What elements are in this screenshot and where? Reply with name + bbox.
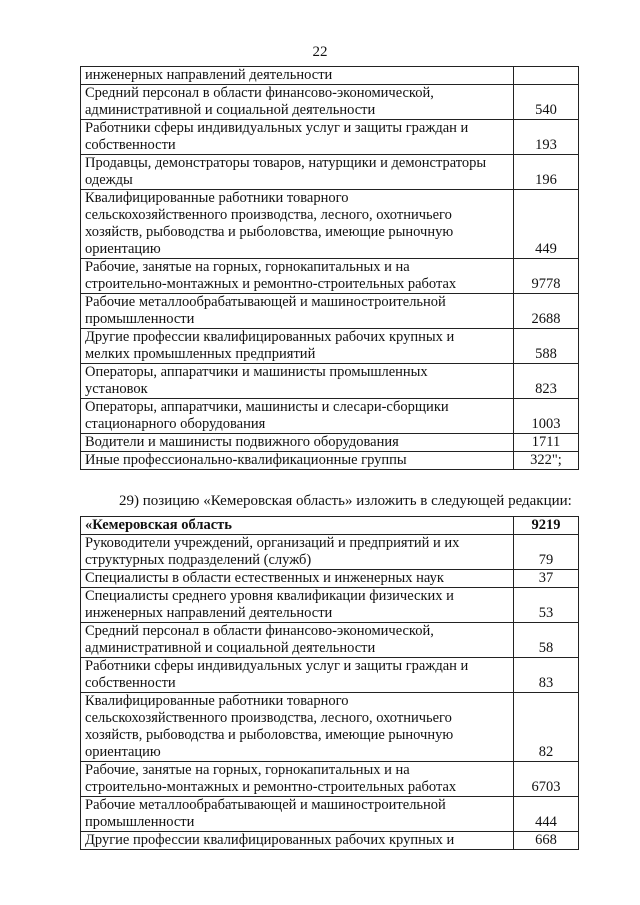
row-label: Руководители учреждений, организаций и предприятий и их структурных подразделений (служб) [81, 535, 514, 570]
row-label: Рабочие, занятые на горных, горнокапитальных и на строительно-монтажных и ремонтно-строительных работах [81, 259, 514, 294]
table-row [81, 832, 579, 850]
row-value: 37 [514, 570, 579, 588]
table-kemerovo [80, 516, 579, 850]
row-value [514, 67, 579, 85]
row-value: 6703 [514, 762, 579, 797]
table-row [81, 623, 579, 658]
row-label: Другие профессии квалифицированных рабочих крупных и [81, 832, 514, 850]
table-row [81, 570, 579, 588]
table-row [81, 120, 579, 155]
row-label: Средний персонал в области финансово-экономической, административной и социальной деятельности [81, 85, 514, 120]
row-value: 196 [514, 155, 579, 190]
row-label: Работники сферы индивидуальных услуг и защиты граждан и собственности [81, 658, 514, 693]
row-label: Другие профессии квалифицированных рабочих крупных и мелких промышленных предприятий [81, 329, 514, 364]
table-row [81, 762, 579, 797]
page-number: 22 [312, 44, 328, 60]
table-row [81, 693, 579, 762]
amendment-instruction: 29) позицию «Кемеровская область» изложить в следующей редакции: [119, 493, 572, 509]
row-value: 444 [514, 797, 579, 832]
table-row [81, 658, 579, 693]
table-row [81, 67, 579, 85]
row-label: Операторы, аппаратчики, машинисты и слесари-сборщики стационарного оборудования [81, 399, 514, 434]
row-value: 2688 [514, 294, 579, 329]
table-row [81, 190, 579, 259]
row-value: 58 [514, 623, 579, 658]
table-row [81, 294, 579, 329]
table-row [81, 155, 579, 190]
row-label: Иные профессионально-квалификационные группы [81, 452, 514, 470]
row-label: Рабочие металлообрабатывающей и машиностроительной промышленности [81, 797, 514, 832]
row-value: 668 [514, 832, 579, 850]
region-name: «Кемеровская область [81, 517, 514, 535]
table-row [81, 259, 579, 294]
row-label: Специалисты среднего уровня квалификации физических и инженерных направлений деятельности [81, 588, 514, 623]
table-row [81, 588, 579, 623]
row-label: Работники сферы индивидуальных услуг и защиты граждан и собственности [81, 120, 514, 155]
table-header-row [81, 517, 579, 535]
row-label: Специалисты в области естественных и инженерных наук [81, 570, 514, 588]
row-value: 193 [514, 120, 579, 155]
table-row [81, 329, 579, 364]
row-label: Рабочие, занятые на горных, горнокапитальных и на строительно-монтажных и ремонтно-строительных работах [81, 762, 514, 797]
table-row [81, 434, 579, 452]
table-row [81, 452, 579, 470]
row-value: 53 [514, 588, 579, 623]
row-value: 823 [514, 364, 579, 399]
row-label: Квалифицированные работники товарного сельскохозяйственного производства, лесного, охотничьего хозяйств, рыбоводства и рыболовства, имеющие рыночную ориентацию [81, 693, 514, 762]
table-row [81, 85, 579, 120]
row-value: 1003 [514, 399, 579, 434]
row-value: 588 [514, 329, 579, 364]
row-label: Рабочие металлообрабатывающей и машиностроительной промышленности [81, 294, 514, 329]
row-value: 79 [514, 535, 579, 570]
row-value: 540 [514, 85, 579, 120]
table-continued [80, 66, 579, 470]
row-value: 449 [514, 190, 579, 259]
row-label: Квалифицированные работники товарного сельскохозяйственного производства, лесного, охотничьего хозяйств, рыбоводства и рыболовства, имеющие рыночную ориентацию [81, 190, 514, 259]
row-label: Продавцы, демонстраторы товаров, натурщики и демонстраторы одежды [81, 155, 514, 190]
row-value: 9778 [514, 259, 579, 294]
table-row [81, 797, 579, 832]
row-value: 322"; [514, 452, 579, 470]
row-label: Операторы, аппаратчики и машинисты промышленных установок [81, 364, 514, 399]
row-value: 1711 [514, 434, 579, 452]
table-row [81, 364, 579, 399]
row-value: 82 [514, 693, 579, 762]
row-label: Водители и машинисты подвижного оборудования [81, 434, 514, 452]
table-row [81, 535, 579, 570]
row-value: 83 [514, 658, 579, 693]
table-row [81, 399, 579, 434]
row-label: Средний персонал в области финансово-экономической, административной и социальной деятельности [81, 623, 514, 658]
row-label: инженерных направлений деятельности [81, 67, 514, 85]
region-total: 9219 [514, 517, 579, 535]
